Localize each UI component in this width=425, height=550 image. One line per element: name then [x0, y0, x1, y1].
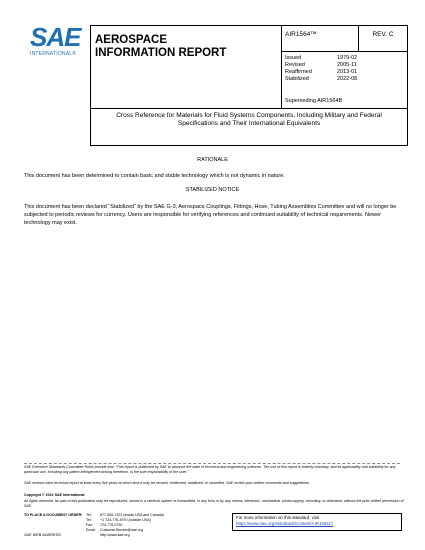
report-type-line2: INFORMATION REPORT: [95, 47, 227, 59]
sae-website-link[interactable]: http://www.sae.org: [100, 533, 130, 537]
logo-mark: SAE: [30, 22, 81, 52]
report-type: [91, 26, 282, 108]
order-key: Tel:: [86, 518, 92, 522]
date-list: [282, 52, 407, 83]
document-title: Cross Reference for Materials for Fluid Systems Components, Including Military and Federal Specifications and Their International Equivalents: [116, 112, 382, 127]
order-value: +1 724-776-4970 (outside USA): [100, 518, 151, 522]
doc-id: AIR1564™: [285, 31, 317, 38]
order-key: Email:: [86, 528, 96, 532]
date-row-stabilized: [282, 76, 407, 83]
date-row-reaffirmed: [282, 69, 407, 76]
web-address-label: SAE WEB ADDRESS:: [24, 533, 62, 537]
superseding-note: Superseding AIR1564B: [285, 98, 343, 104]
logo-subtitle: INTERNATIONAL®: [30, 51, 77, 57]
revision-cell: [359, 26, 407, 52]
order-value[interactable]: CustomerService@sae.org: [100, 528, 144, 532]
document-meta: [282, 26, 407, 108]
date-row-revised: [282, 62, 407, 69]
more-info-text: For more information on this standard, visit: [236, 515, 320, 520]
footer-divider: [24, 463, 400, 464]
order-key: Fax:: [86, 523, 93, 527]
date-label: Stabilized: [285, 76, 309, 82]
rationale-text: This document has been determined to contain basic and stable technology which is not dynamic in nature.: [24, 173, 285, 179]
rationale-heading: RATIONALE: [197, 157, 228, 163]
stabilized-heading: STABILIZED NOTICE: [185, 187, 240, 193]
date-label: Issued: [285, 55, 302, 61]
date-row-issued: [282, 55, 407, 62]
report-type-line1: AEROSPACE: [95, 34, 167, 46]
copyright-text: Copyright © 2022 SAE International: [24, 493, 85, 497]
order-value: 724-776-0790: [100, 523, 123, 527]
revision: REV. C: [372, 31, 394, 38]
policy-text: SAE Executive Standards Committee Rules provide that: “This report is published by SAE to advance the state of technical and engineering sciences. The use of this report is entirely voluntary, and its applicability and suitability for any particular use, including any patent infringement arising therefrom, is the sole responsibility of the user.”: [24, 465, 396, 474]
order-row: [86, 533, 130, 538]
date-value: 2005-11: [337, 62, 357, 68]
stabilized-text: This document has been declared “Stabilized” by the SAE G-3, Aerospace Couplings, Fittings, Hose, Tubing Assemblies Committee and will no longer be subjected to periodic reviews for currency. Users are responsible for verifying references and continued suitability of technical requirements. Newer technology may exist.: [24, 204, 397, 226]
more-info-box: [232, 513, 402, 531]
sae-logo: [30, 24, 88, 57]
review-text: SAE reviews each technical report at least every five years at which time it may be revised, reaffirmed, stabilized, or cancelled. SAE invites your written comments and suggestions.: [24, 481, 310, 485]
document-header: [90, 25, 408, 109]
doc-id-cell: [282, 26, 359, 52]
order-key: Tel:: [86, 513, 92, 517]
order-value: 877-606-7323 (inside USA and Canada): [100, 513, 164, 517]
date-value: 2022-08: [337, 76, 358, 82]
order-label: TO PLACE A DOCUMENT ORDER:: [24, 513, 83, 517]
date-value: 2013-01: [337, 69, 358, 75]
date-value: 1979-02: [337, 55, 358, 61]
date-label: Reaffirmed: [285, 69, 312, 75]
document-title-box: [90, 107, 408, 146]
order-key: [86, 533, 100, 538]
date-label: Revised: [285, 62, 305, 68]
rights-text: All rights reserved. No part of this publication may be reproduced, stored in a retrieval system or transmitted, in any form or by any means, electronic, mechanical, photocopying, recording, or otherwise, without the prior written permission of SAE.: [24, 499, 404, 508]
standard-link[interactable]: https://www.sae.org/standards/content/AIR1564C/: [236, 521, 334, 526]
